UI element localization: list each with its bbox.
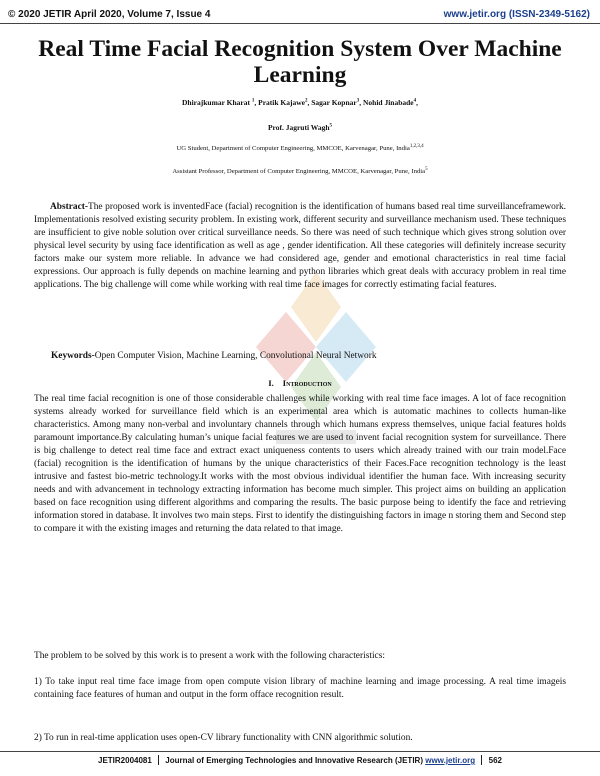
author-separator: , (307, 98, 312, 107)
author-name: Pratik Kajawe (258, 98, 305, 107)
paper-title: Real Time Facial Recognition System Over Machine Learning (38, 36, 562, 88)
footer-divider (481, 755, 482, 765)
author-sup: 3 (356, 98, 360, 104)
section-heading-introduction (0, 378, 600, 388)
professor-affiliation (0, 168, 600, 175)
abstract-text: The proposed work is inventedFace (facial) recognition is the identification of humans based real time surveillanceframework. Implementationis resolved existing security problem. In existing work, different security and surveillance mechanism used. These techniques are insufficient to give noble solution over critical surveillance needs. So there was need of such technique which gives strong solution over physical level security by using face identification as well as age , gender identification. All these categories will definitely increase security factors make our system more reliable. In advance we had considered age, gender and emotional characteristics in real time facial expressions. Our approach is fully depends on machine learning and python libraries which great deals with accuracy problem in real time applications. The big challenge will come while working with real time face images for correctly estimating facial features. (34, 202, 566, 290)
section-title: Introduction (282, 378, 332, 388)
author-sup: 4 (413, 98, 417, 104)
author-name: Dhirajkumar Kharat (181, 98, 252, 107)
keywords-label: Keywords- (51, 351, 95, 361)
page-footer (0, 755, 600, 765)
footer-journal-name: Journal of Emerging Technologies and Innovative Research (JETIR) (165, 756, 423, 765)
author-list (0, 98, 600, 107)
guide-name: Prof. Jagruti Wagh (267, 123, 330, 132)
student-affiliation-sup: 1,2,3,4 (409, 143, 424, 149)
student-affiliation (0, 145, 600, 152)
author-sup: 2 (304, 98, 308, 104)
abstract (34, 201, 566, 292)
section-number: I. (268, 378, 274, 388)
professor-affiliation-sup: 5 (425, 166, 428, 172)
professor-affiliation-text: Assistant Professor, Department of Computer Engineering, MMCOE, Karvenagar, Pune, India (172, 168, 426, 175)
footer-page-number: 562 (488, 756, 502, 765)
introduction-paragraph: The real time facial recognition is one of those considerable challenges while working with real time face images. A lot of face recognition systems already worked for surveillance field which is an experimental area which is automatic machines to collects human-like characteristics. Among many non-verbal and involuntary channels through which humans express themselves, unique facial features holds paramount importance.By calculating human’s unique facial features we are used to invent facial recognition system for surveillance. There is big challenge to detect real time face and extract exact uniqueness contents to users which already trained with our train model.Face (facial) recognition is the identification of humans by the unique characteristics of their Faces.Face recognition technology is the least intrusive and fastest bio-metric technology.It works with the most obvious individual identifier the human face. With increasing security needs and with advancement in technology extracting information has become much simpler. This project aims on building an application based on face recognition using different algorithms and comparing the results. The basic purpose being to identify the face and retrieving information stored in database. It involves two main steps. First to identify the distinguishing factors in image n storing them and Second step to compare it with the existing images and returning the data related to that image. (34, 394, 566, 534)
author-separator: , (254, 98, 259, 107)
keywords-text: Open Computer Vision, Machine Learning, Convolutional Neural Network (94, 351, 377, 361)
guide-sup: 5 (329, 123, 333, 129)
student-affiliation-text: UG Student, Department of Computer Engineering, MMCOE, Karvenagar, Pune, India (176, 145, 410, 152)
header-rule (0, 23, 600, 24)
keywords (51, 351, 377, 361)
header-citation: © 2020 JETIR April 2020, Volume 7, Issue 4 (8, 8, 211, 20)
author-name: Nohid Jinabade (362, 98, 414, 107)
footer-divider (158, 755, 159, 765)
characteristic-item-1: 1) To take input real time face image from open compute vision library of machine learning and image processing. A real time imageis containing face features of human and output in the form offace recognition result. (34, 677, 566, 700)
author-separator: , (416, 98, 419, 107)
author-separator: , (359, 98, 363, 107)
footer-rule (0, 751, 600, 752)
footer-website-link[interactable]: www.jetir.org (425, 756, 476, 765)
footer-paper-id: JETIR2004081 (98, 756, 152, 765)
header-website-issn[interactable]: www.jetir.org (ISSN-2349-5162) (443, 8, 590, 20)
problem-statement: The problem to be solved by this work is to present a work with the following characteristics: (34, 651, 385, 661)
author-sup: 1 (251, 98, 255, 104)
guide-author (0, 123, 600, 132)
running-header (8, 6, 590, 22)
abstract-label: Abstract- (50, 202, 89, 212)
author-name: Sagar Kopnar (311, 98, 357, 107)
characteristic-item-2: 2) To run in real-time application uses open-CV library functionality with CNN algorithmic solution. (34, 733, 413, 743)
